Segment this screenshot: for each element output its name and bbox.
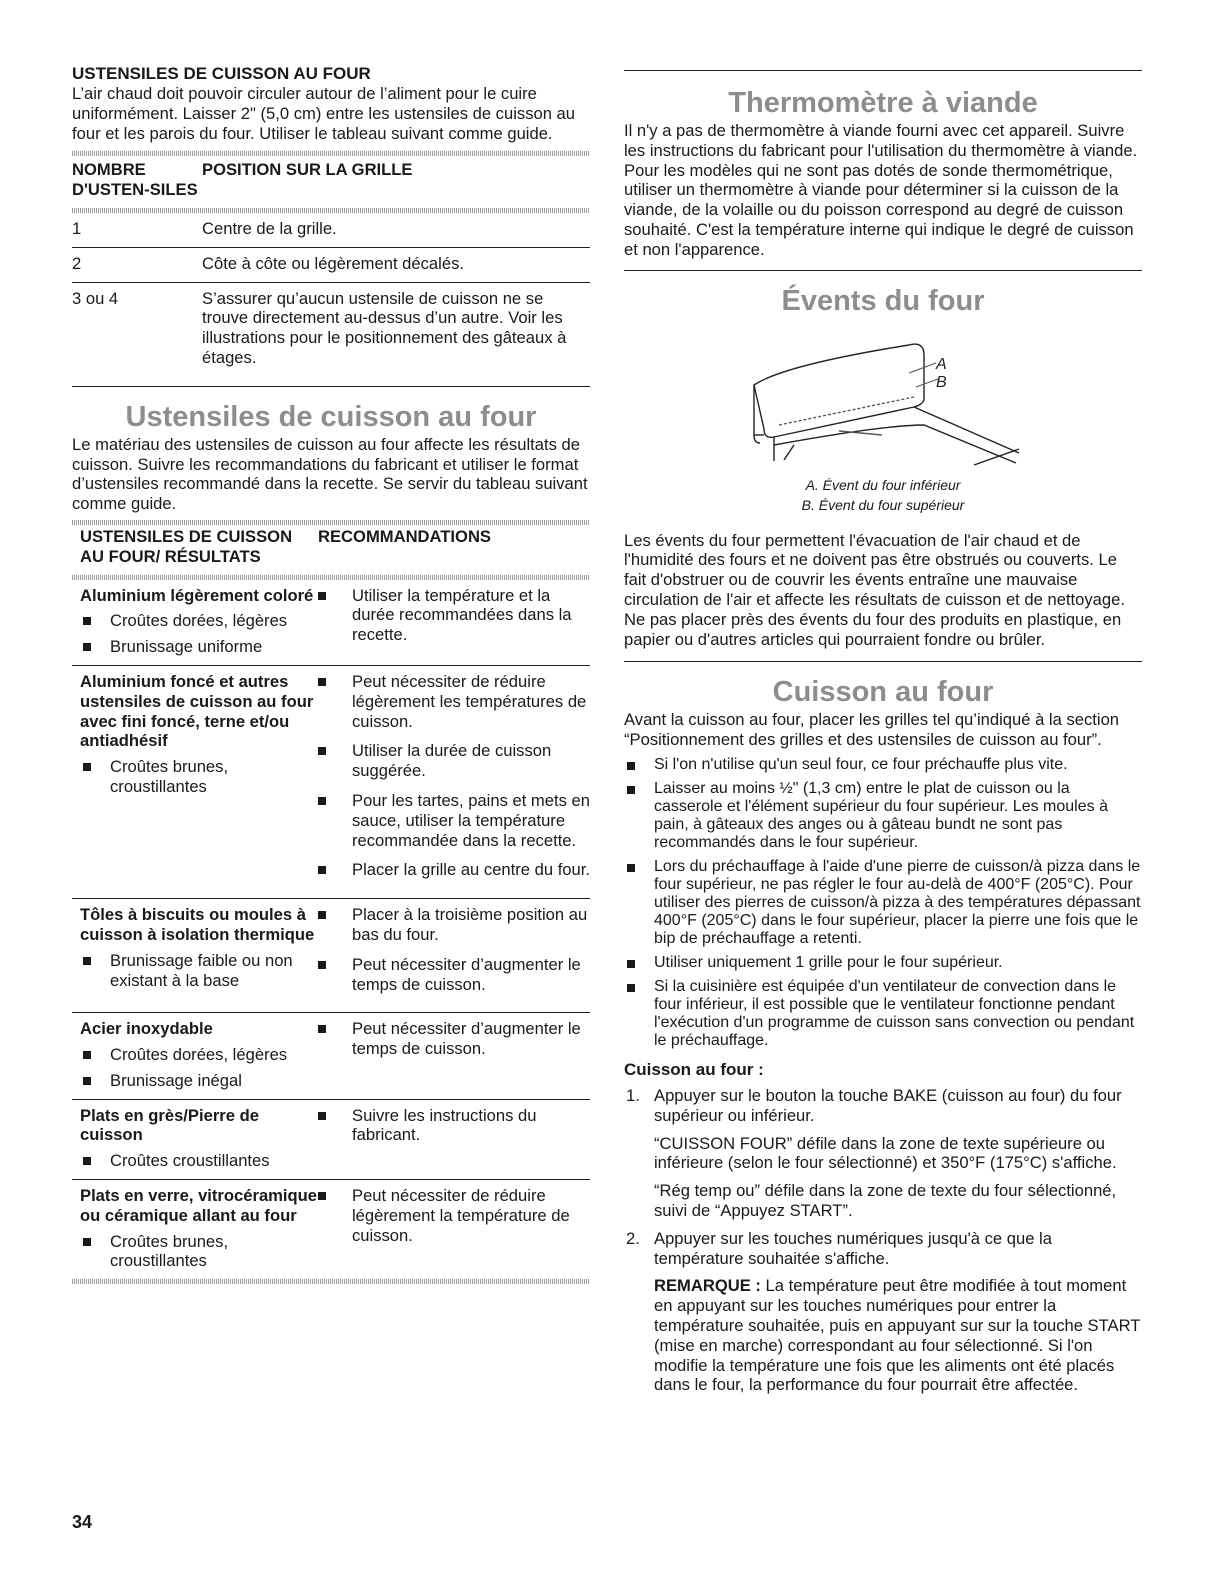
label-a: A: [936, 355, 947, 373]
table-cell: Côte à côte ou légèrement décalés.: [202, 247, 590, 282]
table-row: [72, 247, 590, 282]
note-label: REMARQUE :: [654, 1276, 761, 1296]
table-row: [72, 580, 590, 666]
page-number: 34: [72, 1512, 93, 1532]
material-name: Tôles à biscuits ou moules à cuisson à isolation thermique: [80, 905, 315, 944]
step-note: [654, 1276, 1142, 1395]
table-row: [72, 899, 590, 1013]
section-paragraph: Il n'y a pas de thermomètre à viande fourni avec cet appareil. Suivre les instructions du fabricant pour l'utilisation du thermomètre à viande. Pour les modèles qui ne sont pas dotés de sonde thermométrique, utiliser un thermomètre à viande pour déterminer si la cuisson de la viande, de la volaille ou du poisson correspond au degré de cuisson souhaité. C'est la température interne qui indique le degré de cuisson et non l'apparence.: [624, 121, 1138, 259]
table-header: USTENSILES DE CUISSON AU FOUR/ RÉSULTATS: [80, 526, 293, 566]
step-2: [624, 1229, 1142, 1395]
section-divider: [624, 661, 1142, 662]
result-item: Croûtes croustillantes: [80, 1151, 318, 1171]
section-paragraph: Les évents du four permettent l'évacuation de l'air chaud et de l'humidité des fours et ne doivent pas être obstrués ou couverts. Le fait d'obstruer ou de couvrir les évents entraîne une mauvaise circulation de l'air et affecte les résultats de cuisson et de nettoyage. Ne pas placer près des évents du four des produits en plastique, en papier ou d'autres articles qui pourraient fondre ou brûler.: [624, 530, 1125, 649]
table-row: [72, 1180, 590, 1280]
table-header: POSITION SUR LA GRILLE: [202, 160, 413, 180]
material-name: Aluminium légèrement coloré: [80, 585, 314, 605]
section-paragraph: Avant la cuisson au four, placer les grilles tel qu’indiqué à la section “Positionnement des grilles et des ustensiles de cuisson au four”.: [624, 710, 1120, 750]
section-paragraph: L’air chaud doit pouvoir circuler autour de l’aliment pour le cuire uniformément. Laisser 2" (5,0 cm) entre les ustensiles de cuisson au four et les parois du four. Utiliser le tableau suivant comme guide.: [72, 84, 576, 143]
table-row: [72, 1013, 590, 1099]
step-subtext: “CUISSON FOUR” défile dans la zone de texte supérieure ou inférieure (selon le four sélectionné) et 350°F (175°C) s'affiche.: [654, 1133, 1117, 1173]
recommendation-item: Placer la grille au centre du four.: [318, 860, 590, 880]
table-row: [72, 1099, 590, 1179]
result-item: Croûtes dorées, légères: [80, 611, 318, 631]
steps-heading: Cuisson au four :: [624, 1059, 764, 1079]
recommendation-item: Peut nécessiter d’augmenter le temps de cuisson.: [318, 1019, 590, 1059]
result-item: Croûtes brunes, croustillantes: [80, 757, 318, 797]
left-column: [72, 64, 590, 1284]
recommendation-item: Utiliser la durée de cuisson suggérée.: [318, 741, 590, 781]
recommendation-item: Peut nécessiter d’augmenter le temps de cuisson.: [318, 955, 590, 995]
section-divider: [624, 70, 1142, 71]
result-item: Brunissage uniforme: [80, 637, 318, 657]
section-title: Ustensiles de cuisson au four: [125, 400, 537, 433]
material-name: Plats en grès/Pierre de cuisson: [80, 1105, 259, 1145]
oven-vents-illustration: [624, 325, 1142, 475]
recommendation-item: Peut nécessiter de réduire légèrement la température de cuisson.: [318, 1186, 590, 1245]
table-cell: Centre de la grille.: [202, 213, 590, 247]
bake-bullet: Si l'on n'utilise qu'un seul four, ce four préchauffe plus vite.: [624, 756, 1142, 774]
result-item: Brunissage faible ou non existant à la base: [80, 951, 318, 991]
material-name: Plats en verre, vitrocéramique ou céramique allant au four: [80, 1186, 318, 1225]
table-row: [72, 213, 590, 247]
step-number: 2.: [626, 1228, 640, 1248]
table-row: [72, 665, 590, 898]
recommendation-item: Peut nécessiter de réduire légèrement les températures de cuisson.: [318, 672, 590, 731]
table-row: [72, 282, 590, 386]
recommendation-item: Pour les tartes, pains et mets en sauce, utiliser la température recommandée dans la recette.: [318, 791, 590, 850]
result-item: Croûtes brunes, croustillantes: [80, 1232, 318, 1272]
rack-position-table: [72, 156, 590, 386]
step-subtext: “Rég temp ou” défile dans la zone de texte du four sélectionné, suivi de “Appuyez START”.: [654, 1181, 1117, 1220]
step-1: [624, 1086, 1142, 1221]
result-item: Croûtes dorées, légères: [80, 1045, 318, 1065]
bakeware-table: [72, 525, 590, 1284]
table-cell: 2: [72, 247, 202, 282]
table-header: NOMBRE D'USTEN-SILES: [72, 160, 198, 200]
section-paragraph: Le matériau des ustensiles de cuisson au four affecte les résultats de cuisson. Suivre les recommandations du fabricant et utiliser le format d’ustensiles recommandé dans la recette. Se servir du tableau suivant comme guide.: [72, 434, 588, 514]
recommendation-item: Utiliser la température et la durée recommandées dans la recette.: [318, 586, 590, 645]
table-cell: 3 ou 4: [72, 282, 202, 386]
table-header: RECOMMANDATIONS: [318, 526, 491, 546]
section-title: Évents du four: [781, 284, 985, 317]
bake-bullet: Lors du préchauffage à l'aide d'une pierre de cuisson/à pizza dans le four supérieur, ne pas régler le four au-delà de 400°F (205°C). Pour utiliser des pierres de cuisson/à pizza à des températures dépassant 400°F (205°C) dans le four supérieur, placer la pierre une fois que le bip de préchauffage a retenti.: [624, 858, 1142, 948]
label-b: B: [936, 373, 947, 391]
material-name: Acier inoxydable: [80, 1019, 213, 1039]
table-cell: S’assurer qu’aucun ustensile de cuisson ne se trouve directement au-dessus d’un autre. Voir les illustrations pour le positionnement des gâteaux à étages.: [202, 282, 590, 386]
right-column: [624, 70, 1142, 1395]
table-cell: 1: [72, 213, 202, 247]
recommendation-item: Placer à la troisième position au bas du four.: [318, 905, 590, 945]
step-number: 1.: [626, 1085, 640, 1105]
oven-vents-drawing: [624, 325, 1142, 475]
table-bottom-rule: [72, 1279, 590, 1284]
step-text: Appuyer sur les touches numériques jusqu'à ce que la température souhaitée s'affiche.: [654, 1228, 1052, 1268]
result-item: Brunissage inégal: [80, 1071, 318, 1091]
section-divider: [624, 270, 1142, 271]
figure-caption-a: A. Évent du four inférieur: [805, 476, 961, 493]
step-text: Appuyer sur le bouton la touche BAKE (cuisson au four) du four supérieur ou inférieur.: [654, 1085, 1122, 1125]
bake-bullet: Laisser au moins ½" (1,3 cm) entre le plat de cuisson ou la casserole et l'élément supérieur du four supérieur. Les moules à pain, à gâteaux des anges ou à gâteau bundt ne sont pas recommandés dans le four supérieur.: [624, 780, 1142, 852]
section-title: Cuisson au four: [772, 676, 994, 709]
figure-caption-b: B. Évent du four supérieur: [801, 496, 965, 513]
note-text: La température peut être modifiée à tout moment en appuyant sur les touches numériques pour entrer la température souhaitée, puis en appuyant sur sur la touche START (mise en marche) correspondant au four sélectionné. Si l'on modifie la température une fois que les aliments ont été placés dans le four, la performance du four pourrait être affectée.: [654, 1276, 1141, 1395]
bake-bullet: Utiliser uniquement 1 grille pour le four supérieur.: [624, 954, 1142, 972]
bake-bullet: Si la cuisinière est équipée d'un ventilateur de convection dans le four inférieur, il est possible que le ventilateur fonctionne pendant l'exécution d'un programme de cuisson sans convection ou pendant le préchauffage.: [624, 978, 1142, 1050]
section-heading: USTENSILES DE CUISSON AU FOUR: [72, 64, 371, 83]
material-name: Aluminium foncé et autres ustensiles de cuisson au four avec fini foncé, terne et/ou antiadhésif: [80, 671, 314, 751]
recommendation-item: Suivre les instructions du fabricant.: [318, 1106, 590, 1146]
section-title: Thermomètre à viande: [728, 87, 1038, 119]
